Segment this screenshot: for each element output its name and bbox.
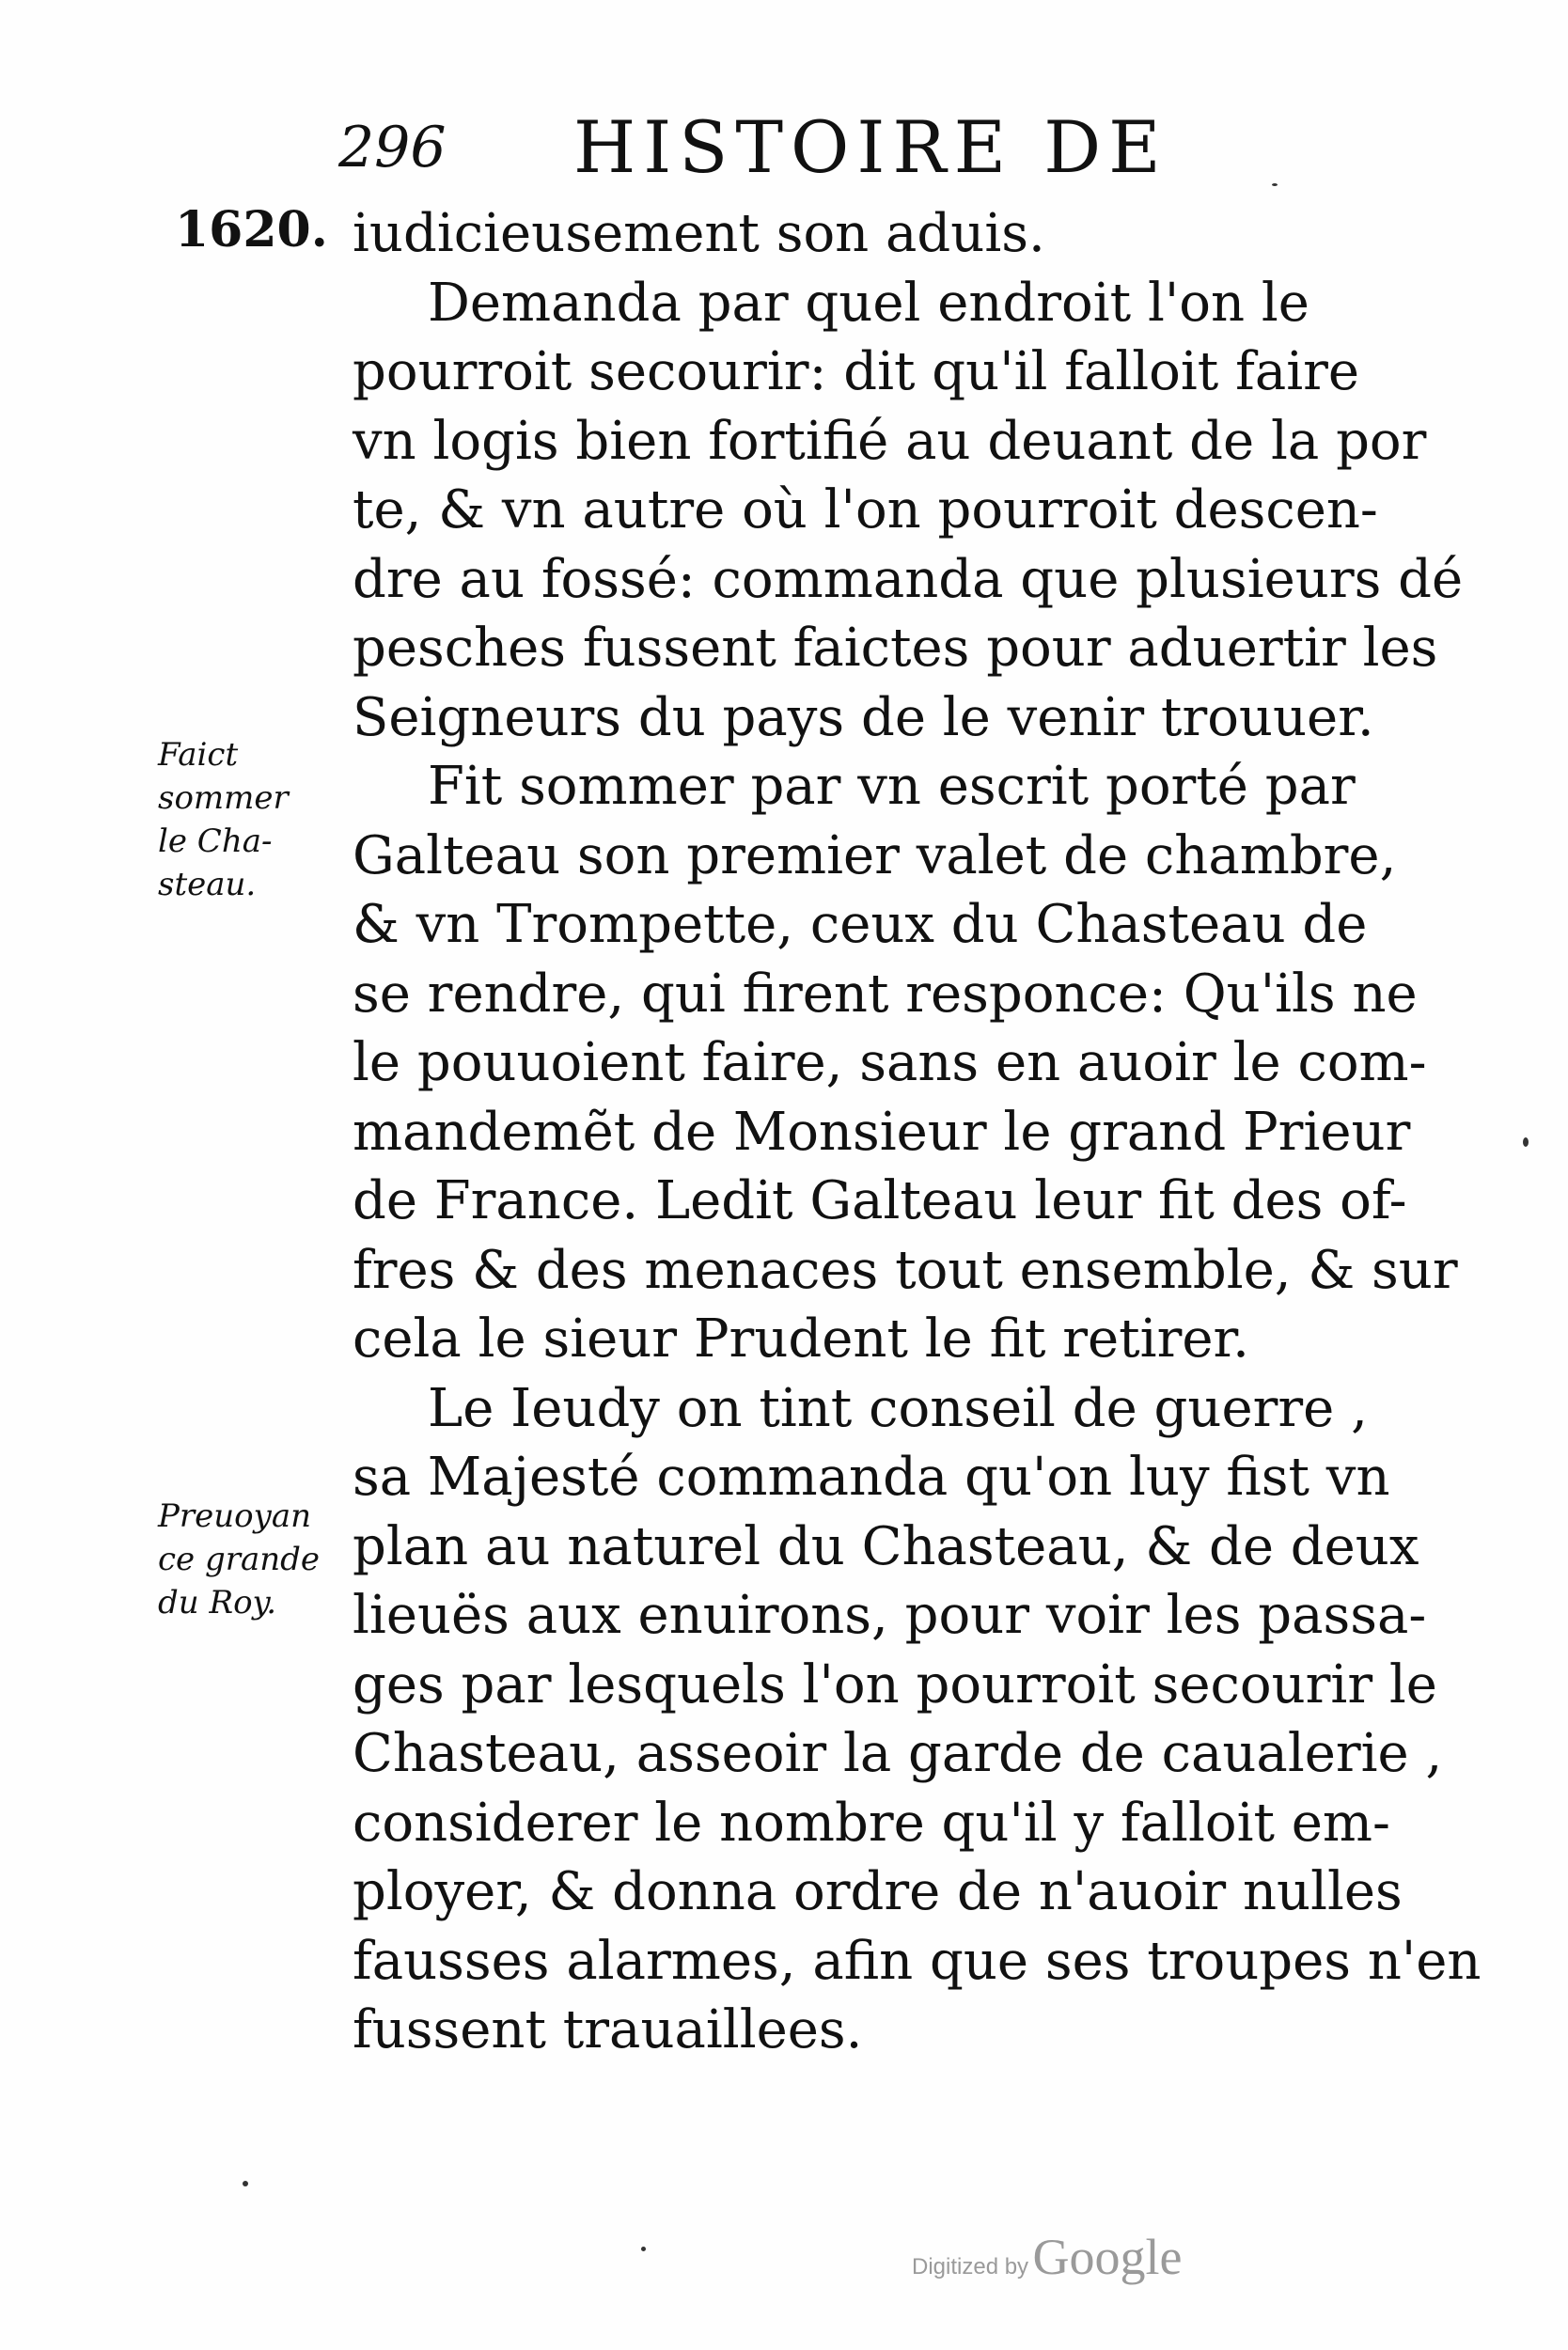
- text-line: Le Ieudy on tint conseil de guerre ,: [428, 1377, 1368, 1439]
- page-header: [338, 105, 1260, 209]
- ink-speck: [1272, 183, 1278, 186]
- text-line: & vn Trompette, ceux du Chasteau de: [353, 894, 1368, 955]
- text-line: iudicieusement son aduis.: [353, 203, 1045, 264]
- margin-note-line: Faict: [158, 736, 239, 774]
- text-line: mandemẽt de Monsieur le grand Prieur: [353, 1101, 1411, 1163]
- text-line: cela le sieur Prudent le fit retirer.: [353, 1308, 1249, 1370]
- body-text: [353, 199, 1482, 2065]
- watermark-small-text: Digitized by: [912, 2254, 1029, 2280]
- text-line: te, & vn autre où l'on pourroit descen-: [353, 479, 1378, 540]
- margin-note-line: steau.: [158, 866, 257, 903]
- watermark-logo-text: Google: [1032, 2229, 1183, 2285]
- page-number: 296: [338, 115, 447, 180]
- text-line: Fit sommer par vn escrit porté par: [428, 756, 1356, 817]
- text-line: Demanda par quel endroit l'on le: [428, 272, 1309, 334]
- text-line: lieuës aux enuirons, pour voir les passa-: [353, 1585, 1427, 1646]
- ink-speck: [1523, 1137, 1529, 1147]
- text-line: pourroit secourir: dit qu'il falloit faire: [353, 341, 1360, 402]
- margin-note-line: ce grande: [158, 1541, 321, 1578]
- margin-note-line: du Roy.: [158, 1584, 277, 1622]
- margin-note-line: Preuoyan: [158, 1497, 311, 1535]
- text-line: Galteau son premier valet de chambre,: [353, 824, 1397, 886]
- text-line: sa Majesté commanda qu'on luy fist vn: [353, 1447, 1390, 1508]
- margin-note-preuoyance: [158, 1495, 355, 1624]
- ink-speck: [641, 2247, 646, 2251]
- margin-note-line: sommer: [158, 779, 289, 817]
- margin-note-sommation: [158, 733, 355, 906]
- digitized-watermark: [912, 2228, 1182, 2286]
- text-line: pesches fussent faictes pour aduertir les: [353, 618, 1438, 679]
- text-line: le pouuoient faire, sans en auoir le com-: [353, 1032, 1427, 1093]
- text-line: plan au naturel du Chasteau, & de deux: [353, 1515, 1419, 1577]
- margin-year: 1620.: [175, 201, 328, 258]
- text-line: fausses alarmes, afin que ses troupes n'en: [353, 1930, 1482, 1992]
- text-line: de France. Ledit Galteau leur fit des of-: [353, 1170, 1407, 1231]
- text-line: se rendre, qui firent responce: Qu'ils ne: [353, 963, 1418, 1025]
- text-line: ges par lesquels l'on pourroit secourir le: [353, 1653, 1437, 1716]
- text-line: vn logis bien fortifié au deuant de la por: [353, 410, 1427, 472]
- ink-speck: [243, 2181, 248, 2186]
- text-line: fussent trauaillees.: [353, 1999, 863, 2060]
- text-line: dre au fossé: commanda que plusieurs dé: [353, 548, 1464, 610]
- text-line: fres & des menaces tout ensemble, & sur: [353, 1239, 1458, 1301]
- running-title: HISTOIRE DE: [573, 105, 1168, 189]
- text-line: considerer le nombre qu'il y falloit em-: [353, 1792, 1390, 1854]
- text-line: Seigneurs du pays de le venir trouuer.: [353, 686, 1374, 748]
- margin-note-line: le Cha-: [158, 822, 273, 860]
- text-line: ployer, & donna ordre de n'auoir nulles: [353, 1861, 1403, 1922]
- text-line: Chasteau, asseoir la garde de caualerie ,: [353, 1723, 1443, 1784]
